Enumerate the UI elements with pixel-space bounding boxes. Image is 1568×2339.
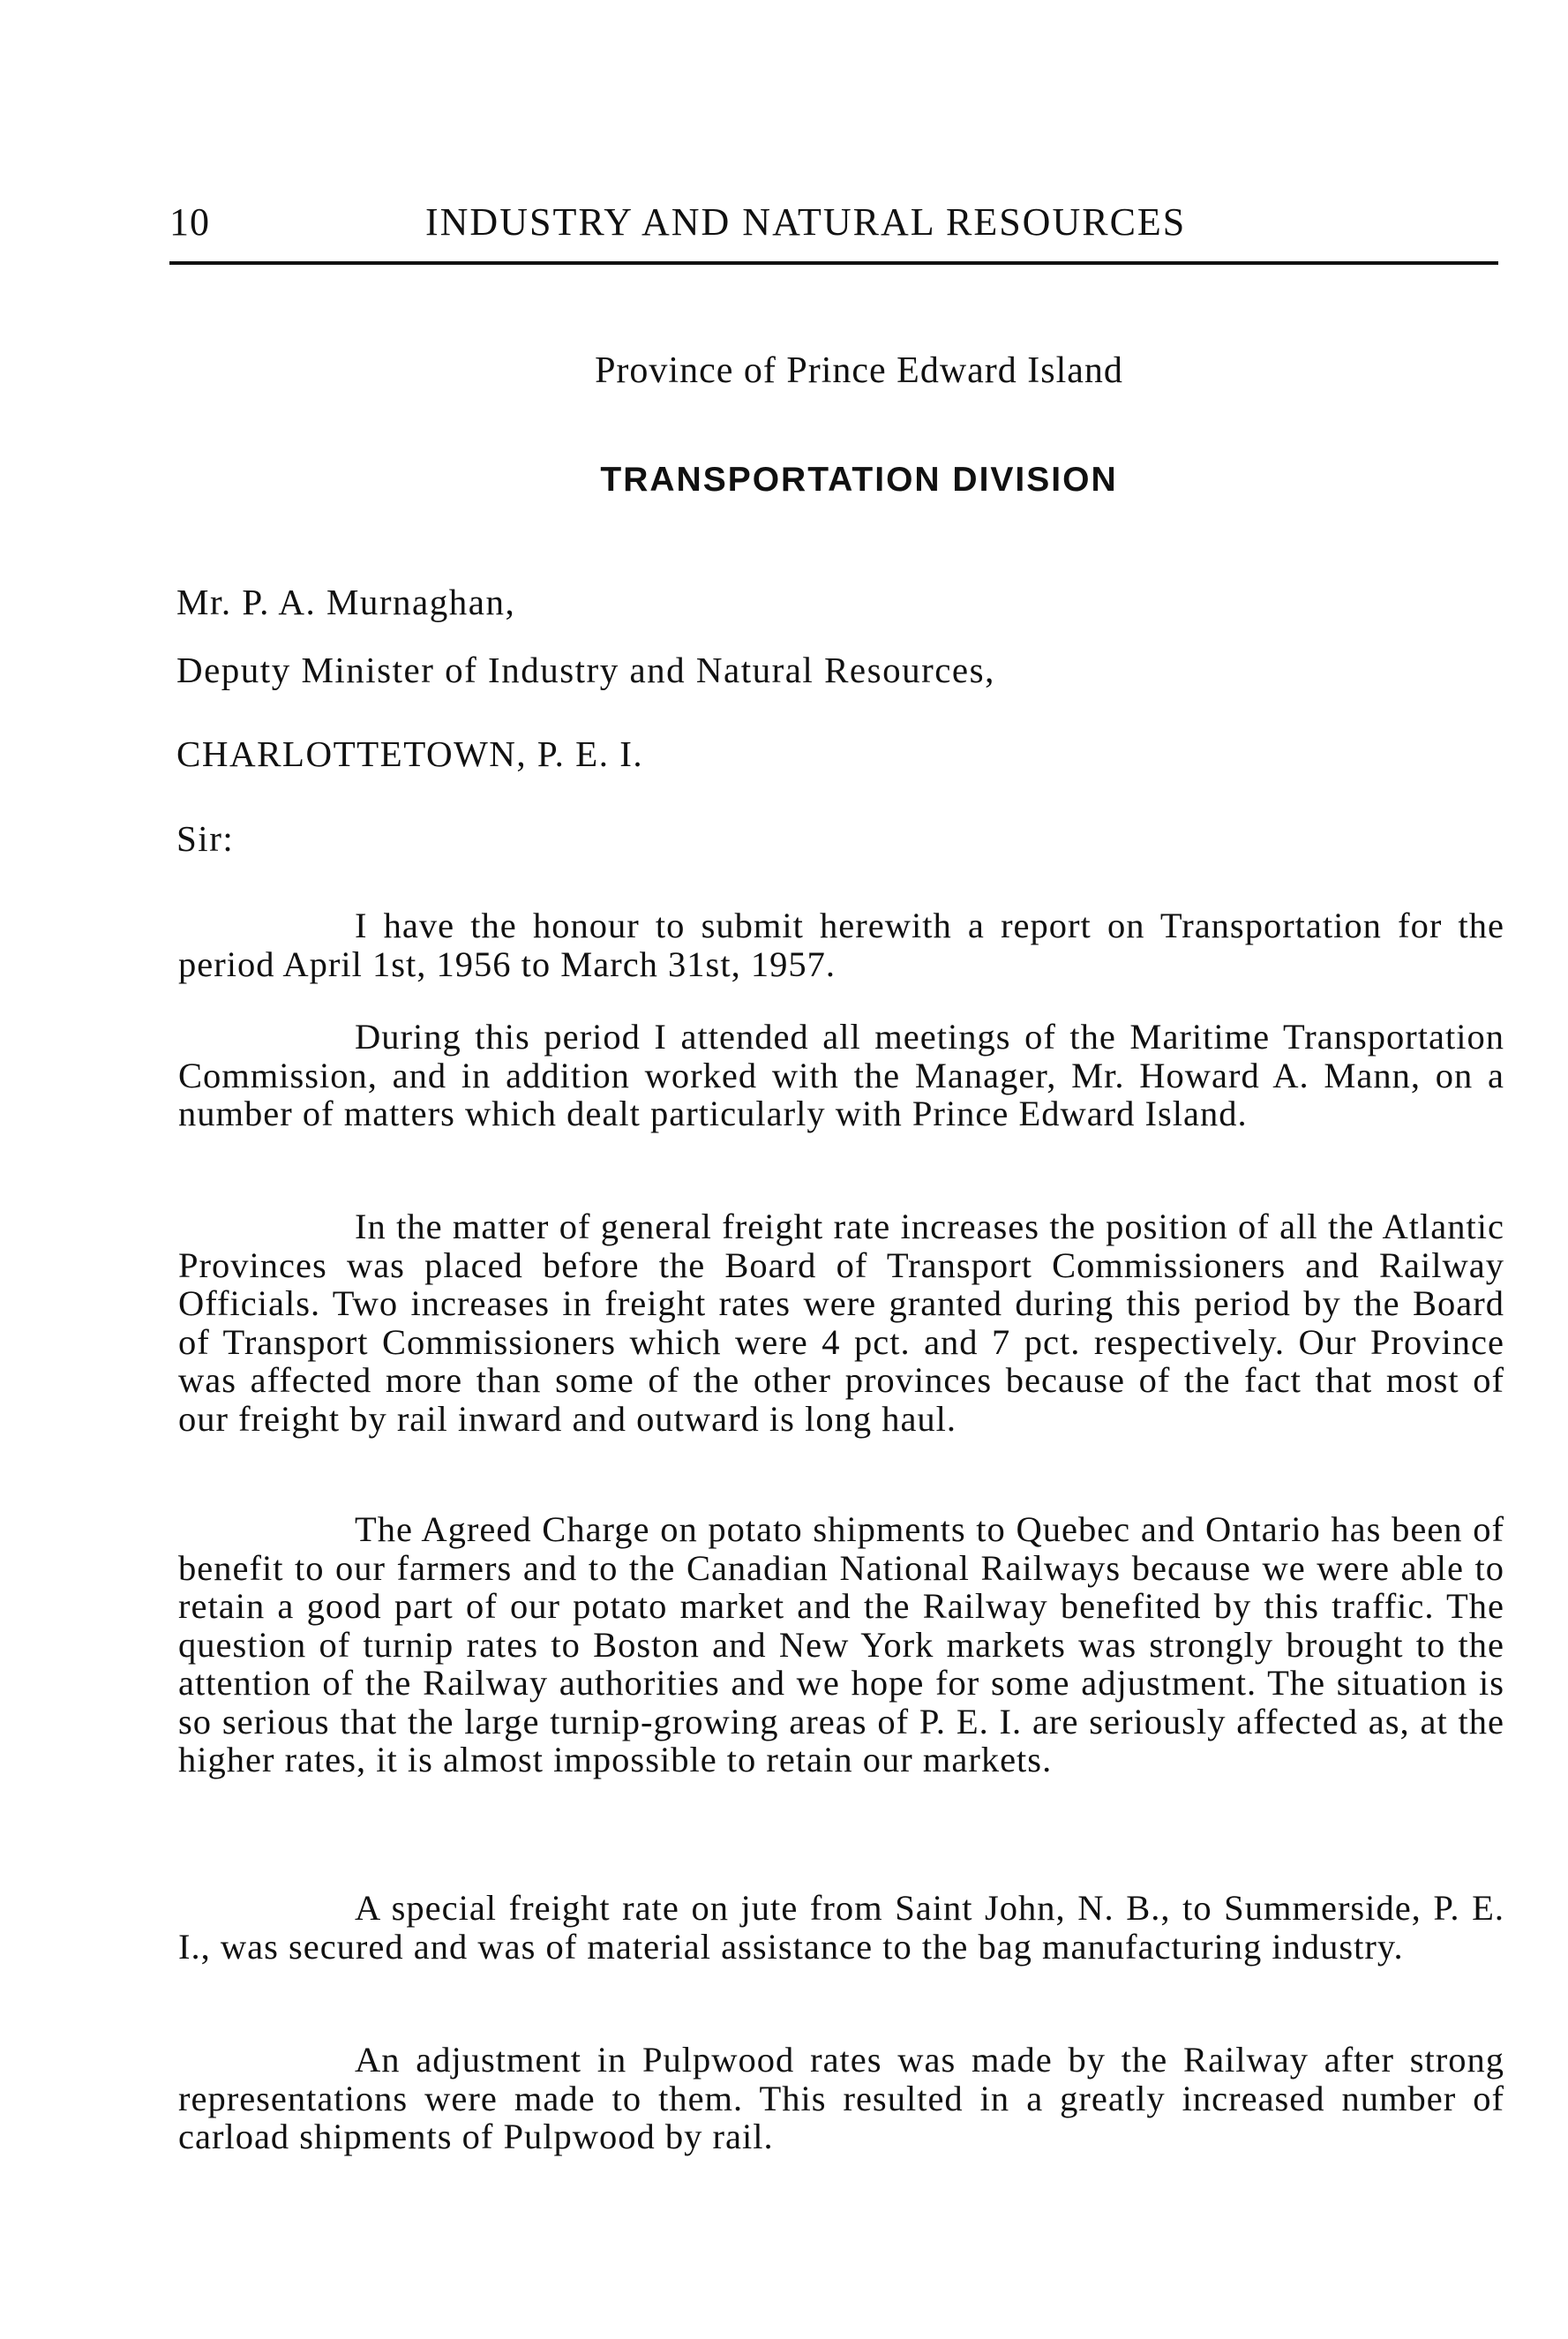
paragraph-3: In the matter of general freight rate increases the position of all the Atlantic Provinces was placed before the Board of Transport Commissioners and Railway Officials. Two increases in freight rates were granted during this period by the Board of Transport Commissioners which were 4 pct. and 7 pct. respectively. Our Province was affected more than some of the other provinces because of the fact that most of our freight by rail inward and outward is long haul. <box>178 1207 1504 1439</box>
paragraph-5: A special freight rate on jute from Saint John, N. B., to Summerside, P. E. I., was secured and was of material assistance to the bag manufacturing industry. <box>178 1888 1504 1967</box>
province-subtitle: Province of Prince Edward Island <box>595 350 1123 391</box>
salutation: Sir: <box>176 818 235 859</box>
running-title: INDUSTRY AND NATURAL RESOURCES <box>425 200 1187 244</box>
header-rule <box>169 261 1498 265</box>
running-header <box>169 199 1498 252</box>
paragraph-2: During this period I attended all meetings of the Maritime Transportation Commission, and in addition worked with the Manager, Mr. Howard A. Mann, on a number of matters which dealt particularly with Prince Edward Island. <box>178 1017 1504 1133</box>
paragraph-1: I have the honour to submit herewith a report on Transportation for the period April 1st, 1956 to March 31st, 1957. <box>178 906 1504 984</box>
addressee-position: Deputy Minister of Industry and Natural Resources, <box>176 650 995 690</box>
division-heading: TRANSPORTATION DIVISION <box>600 461 1118 499</box>
paragraph-4: The Agreed Charge on potato shipments to Quebec and Ontario has been of benefit to our farmers and to the Canadian National Railways because we were able to retain a good part of our potato market and the Railway benefited by this traffic. The question of turnip rates to Boston and New York markets was strongly brought to the attention of the Railway authorities and we hope for some adjustment. The situation is so serious that the large turnip-growing areas of P. E. I. are seriously affected as, at the higher rates, it is almost impossible to retain our markets. <box>178 1509 1504 1779</box>
page-number: 10 <box>169 200 210 244</box>
paragraph-6: An adjustment in Pulpwood rates was made by the Railway after strong representations were made to them. This resulted in a greatly increased number of carload shipments of Pulpwood by rail. <box>178 2040 1504 2156</box>
addressee-city: CHARLOTTETOWN, P. E. I. <box>176 733 644 774</box>
addressee-name: Mr. P. A. Murnaghan, <box>176 582 516 622</box>
